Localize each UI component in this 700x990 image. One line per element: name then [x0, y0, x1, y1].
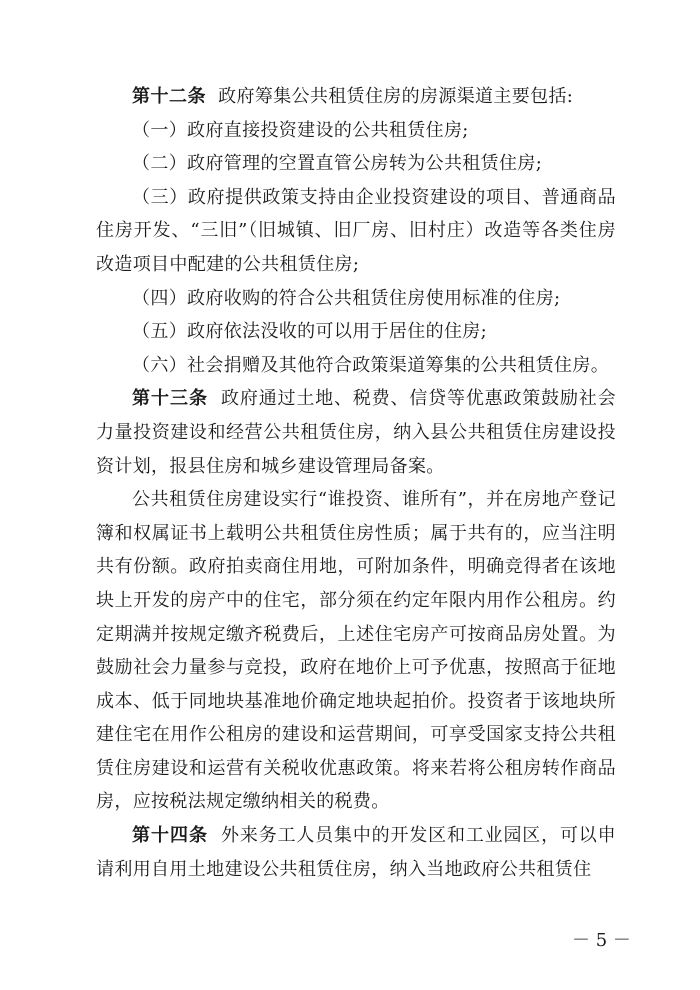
article-13-intro: [96, 382, 616, 483]
document-page: [96, 80, 616, 886]
article-13-paragraph-2: 公共租赁住房建设实行“谁投资、谁所有”，并在房地产登记簿和权属证书上载明公共租赁住房性质；属于共有的，应当注明共有份额。政府拍卖商住用地，可附加条件，明确竞得者在该地块上开发的房产中的住宅，部分须在约定年限内用作公租房。约定期满并按规定缴齐税费后，上述住宅房产可按商品房处置。为鼓励社会力量参与竞投，政府在地价上可予优惠，按照高于征地成本、低于同地块基准地价确定地块起拍价。投资者于该地块所建住宅在用作公租房的建设和运营期间，可享受国家支持公共租赁住房建设和运营有关税收优惠政策。将来若将公租房转作商品房，应按税法规定缴纳相关的税费。: [96, 489, 616, 813]
page-number: － 5 －: [572, 930, 631, 951]
article-13-number: 第十三条: [132, 388, 208, 410]
article-12-item-4: （四）政府收购的符合公共租赁住房使用标准的住房;: [132, 287, 561, 309]
article-14-number: 第十四条: [132, 825, 208, 847]
article-12-item-2: （二）政府管理的空置直管公房转为公共租赁住房;: [132, 153, 543, 175]
article-14-intro: [96, 819, 616, 886]
article-12-item-6: （六）社会捐赠及其他符合政策渠道筹集的公共租赁住房。: [132, 354, 610, 376]
article-12-item-5: （五）政府依法没收的可以用于居住的住房;: [132, 321, 488, 343]
article-12-text: 政府筹集公共租赁住房的房源渠道主要包括:: [218, 86, 574, 107]
article-12-number: 第十二条: [132, 86, 206, 107]
article-12-intro: [96, 80, 616, 114]
article-13-text: 政府通过土地、税费、信贷等优惠政策鼓励社会力量投资建设和经营公共租赁住房，纳入县公共租赁住房建设投资计划，报县住房和城乡建设管理局备案。: [96, 388, 616, 477]
article-12-item-3: （三）政府提供政策支持由企业投资建设的项目、普通商品住房开发、“三旧”（旧城镇、旧厂房、旧村庄）改造等各类住房改造项目中配建的公共租赁住房;: [96, 186, 616, 275]
article-12-item-1: （一）政府直接投资建设的公共租赁住房;: [132, 119, 469, 141]
article-14-text: 外来务工人员集中的开发区和工业园区，可以申请利用自用土地建设公共租赁住房，纳入当地政府公共租赁住: [96, 825, 616, 880]
